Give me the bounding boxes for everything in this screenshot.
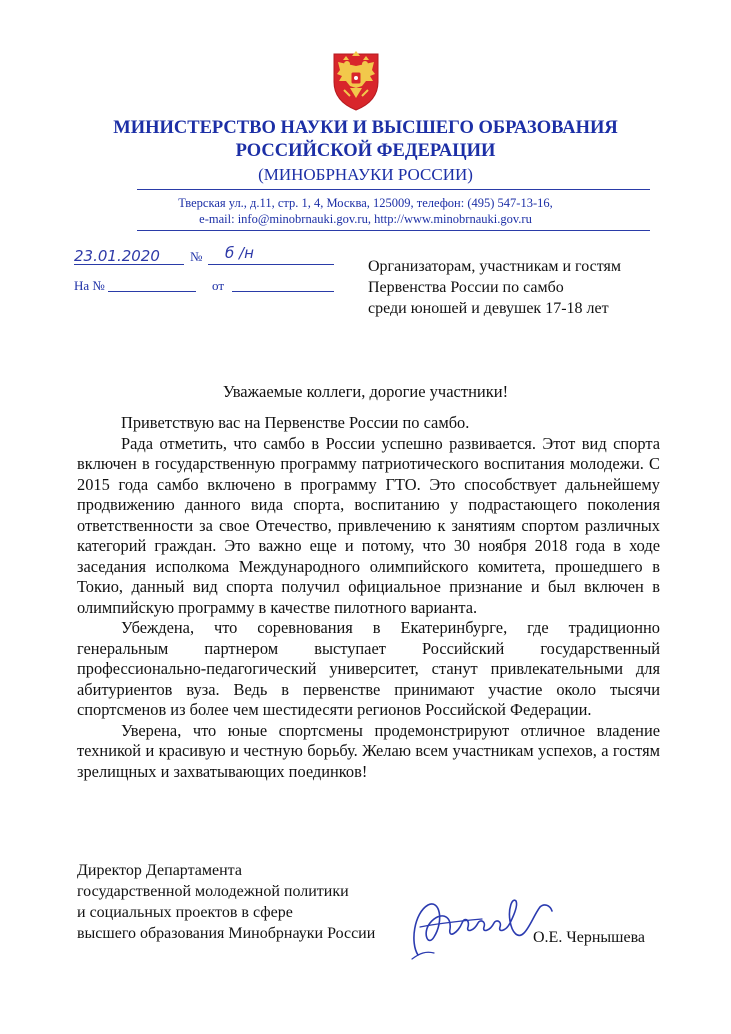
letter-number: б /н [225, 244, 254, 262]
letter-date: 23.01.2020 [74, 247, 160, 265]
header-divider-top [137, 189, 650, 190]
ministry-address: Тверская ул., д.11, стр. 1, 4, Москва, 125009, телефон: (495) 547-13-16, [178, 196, 553, 210]
header-divider-bottom [137, 230, 650, 231]
paragraph-sambo-development: Рада отметить, что самбо в России успешно развивается. Этот вид спорта включен в государственную программу патриотического воспитания молодежи. С 2015 года самбо включено в программу ГТО. Это способствует дальнейшему продвижению данного вида спорта, воспитанию у подрастающего поколения ответственности за свое Отечество, привлечению к занятиям спортом различных категорий граждан. Это важно еще и потому, что 30 ноября 2018 года в ходе заседания исполкома Международного олимпийского комитета, прошедшего в Токио, данный вид спорта получил официальное признание и был включен в олимпийскую программу в качестве пилотного варианта. [77, 433, 660, 617]
reply-to-underline [108, 291, 196, 292]
handwritten-signature-icon [400, 893, 560, 963]
from-label: от [212, 278, 225, 293]
russian-coat-of-arms-icon [330, 48, 382, 112]
ministry-name-line2: РОССИЙСКОЙ ФЕДЕРАЦИИ [235, 141, 496, 161]
signer-title-line1: Директор Департамента [77, 862, 242, 879]
signer-title [77, 860, 375, 944]
paragraph-ekaterinburg: Убеждена, что соревнования в Екатеринбурге, где традиционно генеральным партнером выступает Российский государственный профессионально-педагогический университет, станут привлекательными для абитуриентов вуза. Ведь в первенстве принимают участие около тысячи спортсменов из более чем шестидесяти регионов Российской Федерации. [77, 618, 660, 719]
addressee-line2: Первенства России по самбо [368, 279, 564, 296]
letter-body [77, 413, 660, 782]
salutation: Уважаемые коллеги, дорогие участники! [222, 382, 509, 401]
addressee-block [368, 256, 621, 319]
number-underline [208, 264, 334, 265]
ministry-short-name: (МИНОБРНАУКИ РОССИИ) [258, 165, 473, 184]
signer-title-line4: высшего образования Минобрнауки России [77, 925, 376, 942]
ministry-contacts: e-mail: info@minobrnauki.gov.ru, http://www.minobrnauki.gov.ru [199, 212, 532, 226]
signer-name: О.Е. Чернышева [533, 929, 646, 946]
ministry-name-line1: МИНИСТЕРСТВО НАУКИ И ВЫСШЕГО ОБРАЗОВАНИЯ [113, 118, 618, 138]
signer-title-line3: и социальных проектов в сфере [77, 904, 293, 921]
addressee-line1: Организаторам, участникам и гостям [368, 258, 621, 275]
number-label: № [190, 249, 203, 264]
from-underline [232, 291, 334, 292]
date-underline [74, 264, 184, 265]
reply-to-label: На № [74, 278, 105, 293]
paragraph-greeting: Приветствую вас на Первенстве России по самбо. [121, 413, 470, 432]
signer-title-line2: государственной молодежной политики [77, 883, 349, 900]
addressee-line3: среди юношей и девушек 17-18 лет [368, 300, 609, 317]
paragraph-wishes: Уверена, что юные спортсмены продемонстрируют отличное владение техникой и красивую и честную борьбу. Желаю всем участникам успехов, а гостям зрелищных и захватывающих поединков! [77, 720, 660, 781]
